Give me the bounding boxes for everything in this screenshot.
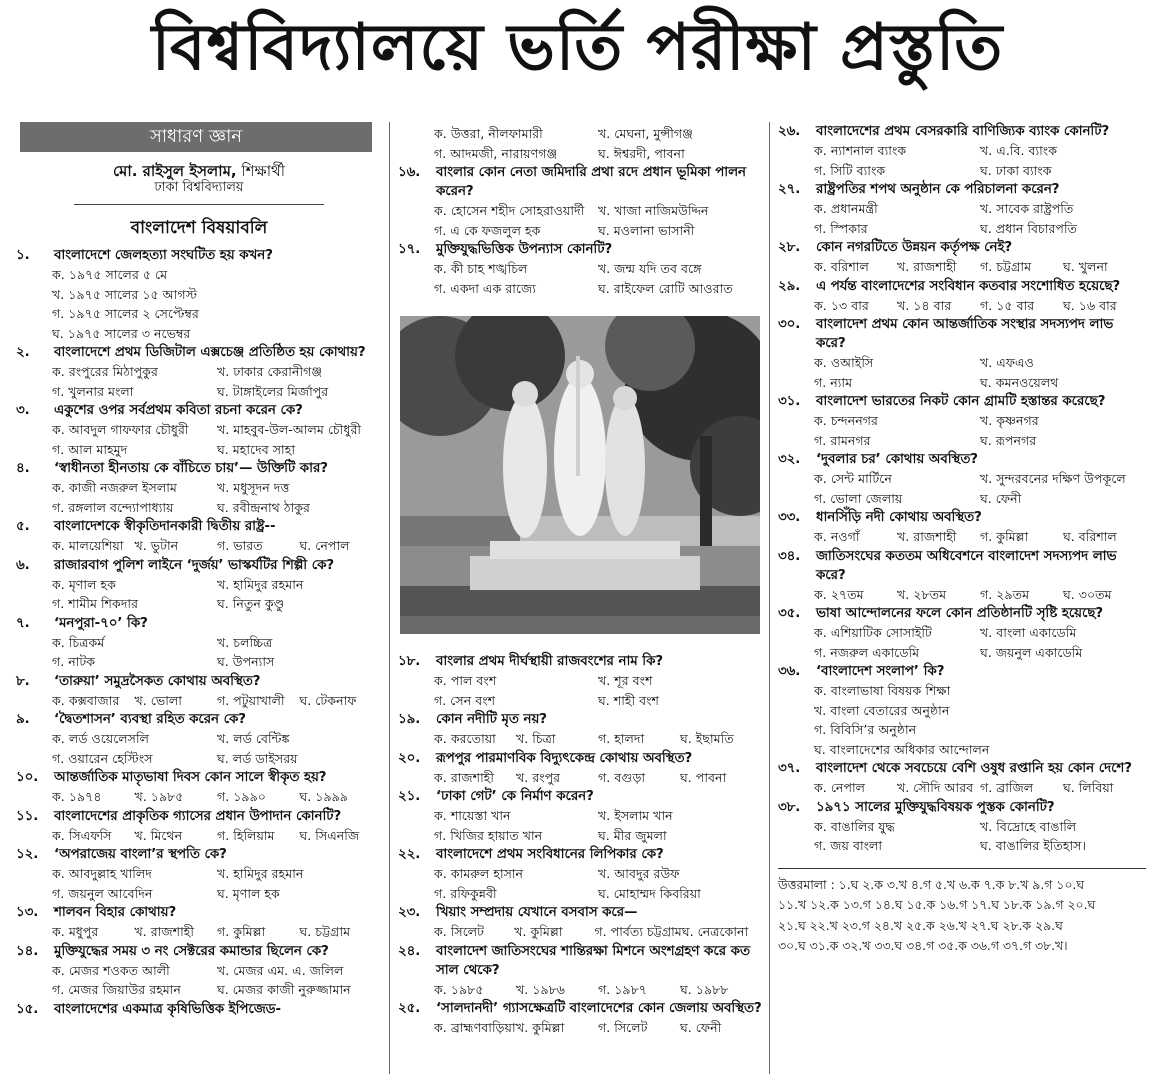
answer-option: গ. হিলিয়াম <box>217 827 275 843</box>
question-text: ‘স্বাধীনতা হীনতায় কে বাঁচিতে চায়’— উক্তিটি কার? <box>54 461 328 476</box>
answer-option: ক. নেপাল <box>814 780 866 795</box>
answer-option: গ. ১৫ বার <box>980 297 1035 313</box>
answer-option: খ. কৃষ্ণনগর <box>980 413 1039 428</box>
answer-option: গ. ব্রাজিল <box>980 780 1034 795</box>
question-number: ৩৮. <box>778 799 801 815</box>
question-number: ৯. <box>16 712 30 727</box>
answer-option: ক. কী চাহ শঙ্খচিল <box>434 261 528 276</box>
answer-option: ঘ. শাহী বংশ <box>598 692 659 708</box>
question-number: ৩৪. <box>778 548 801 564</box>
answer-option: খ. রাজশাহী <box>897 259 957 274</box>
question-number: ৩৫. <box>778 606 801 621</box>
answer-option: ক. মধুপুর <box>52 924 99 939</box>
question-text: বাংলাদেশ থেকে সবচেয়ে বেশি ওষুধ রপ্তানি হয় কোন দেশে? <box>816 761 1132 776</box>
answer-option: গ. নাটক <box>52 654 96 669</box>
author-role: শিক্ষার্থী <box>236 162 286 180</box>
answer-option: ঘ. খুলনা <box>1063 259 1108 274</box>
question-item <box>398 749 762 788</box>
question-text: বাংলাদেশে প্রথম ডিজিটাল এক্সচেঞ্জ প্রতিষ্ঠিত হয় কোথায়? <box>54 345 366 360</box>
question-number: ৩. <box>16 403 30 418</box>
answer-option: খ. হামিদুর রহমান <box>217 866 304 881</box>
question-number: ১২. <box>16 847 39 862</box>
question-text: কোন নগরটিতে উন্নয়ন কর্তৃপক্ষ নেই? <box>816 240 1013 255</box>
question-item <box>778 604 1146 662</box>
question-number: ১৩. <box>16 905 39 920</box>
answer-option: খ. ইসলাম খান <box>598 808 673 823</box>
question-number: ২. <box>16 345 30 360</box>
question-item <box>16 614 382 672</box>
question-number: ৪. <box>16 461 30 476</box>
answer-option: গ. ভোলা জেলায় <box>814 490 903 506</box>
answer-option: খ. ২৮তম <box>897 586 947 602</box>
answer-option: গ. সিটি ব্যাংক <box>814 162 886 178</box>
answer-option: ক. সিএফসি <box>52 827 112 843</box>
answer-option: খ. ১৯৮৫ <box>134 789 184 804</box>
divider <box>74 204 324 205</box>
answer-option: ঘ. নেত্রকোনা <box>681 924 749 939</box>
answer-option: ক. রাজশাহী <box>434 769 494 785</box>
answer-option: ঘ. বাঙালির ইতিহাস। <box>980 838 1086 853</box>
answer-option: গ. পটুয়াখালী <box>217 692 285 708</box>
question-item <box>778 315 1146 392</box>
answer-option: গ. ১৯৭৫ সালের ২ সেপ্টেম্বর <box>52 306 199 321</box>
answer-option: খ. মাহবুব-উল-আলম চৌধুরী <box>217 422 362 437</box>
question-text: ‘সালদানদী’ গ্যাসক্ষেত্রটি বাংলাদেশের কোন জেলায় অবস্থিত? <box>436 1001 762 1016</box>
question-number: ৩৩. <box>778 510 801 525</box>
question-item <box>16 1000 382 1019</box>
answer-option: ঘ. টাঙ্গাইলের মির্জাপুর <box>217 383 329 399</box>
answer-option: ক. শায়েস্তা খান <box>434 808 511 823</box>
answer-option: ক. মেজর শওকত আলী <box>52 962 170 978</box>
question-item <box>16 517 382 556</box>
question-text: ধানসিঁড়ি নদী কোথায় অবস্থিত? <box>816 510 982 525</box>
question-number: ১৫. <box>16 1001 39 1017</box>
answer-option: গ. কুমিল্লা <box>980 529 1029 544</box>
question-item <box>398 999 762 1038</box>
question-number: ১. <box>16 248 30 263</box>
answer-option: ক. রংপুরের মিঠাপুকুর <box>52 364 158 379</box>
answer-option: ঘ. রাইফেল রোটি আওরাত <box>598 280 733 296</box>
answer-option: খ. বিদ্রোহে বাঙালি <box>980 818 1077 834</box>
question-number: ২৯. <box>778 278 801 294</box>
answer-option: ক. সিলেট <box>434 924 485 939</box>
question-text: ‘অপরাজেয় বাংলা’র স্থপতি কে? <box>54 847 227 862</box>
question-text: বাংলাদেশে প্রথম সংবিধানের লিপিকার কে? <box>436 847 664 862</box>
answer-option: গ. নজরুল একাডেমি <box>814 644 920 660</box>
section-banner: সাধারণ জ্ঞান <box>20 122 372 152</box>
column-middle <box>398 124 762 1038</box>
answer-option: খ. ভোলা <box>134 692 182 708</box>
answer-option: গ. জয়নুল আবেদিন <box>52 885 153 901</box>
answer-option: ক. কামরুল হাসান <box>434 866 524 881</box>
answer-option: ঘ. মেজর কাজী নুরুজ্জামান <box>217 982 351 997</box>
question-item <box>16 556 382 614</box>
answer-option: গ. সেন বংশ <box>434 692 496 708</box>
answer-option: ক. ১৯৭৪ <box>52 789 102 804</box>
answer-option: ঘ. পাবনা <box>680 769 727 785</box>
question-item <box>398 652 762 710</box>
answer-option: খ. চলচ্চিত্র <box>217 634 273 650</box>
question-text: ‘ঢাকা গেট’ কে নির্মাণ করেন? <box>436 789 594 804</box>
answer-options-continued <box>398 124 762 163</box>
answer-option: ক. ব্রাহ্মণবাড়িয়া <box>434 1020 516 1035</box>
answer-option: ক. প্রধানমন্ত্রী <box>814 201 878 216</box>
page-title: বিশ্ববিদ্যালয়ে ভর্তি পরীক্ষা প্রস্তুতি <box>151 11 1004 85</box>
answer-option: গ. পার্বত্য চট্টগ্রাম <box>594 924 682 939</box>
answer-option: গ. বগুড়া <box>598 769 646 785</box>
question-text: বাংলাদেশ ভারতের নিকট কোন গ্রামটি হস্তান্তর করেছে? <box>816 394 1106 409</box>
question-text: কোন নদীটি মৃত নয়? <box>436 712 547 727</box>
question-text: বাংলাদেশের প্রথম বেসরকারি বাণিজ্যিক ব্যাংক কোনটি? <box>816 124 1110 139</box>
question-number: ৩০. <box>778 317 801 332</box>
answer-option: ক. করতোয়া <box>434 731 496 746</box>
answer-option: ক. পাল বংশ <box>434 673 497 688</box>
answer-option: ঘ. উপন্যাস <box>217 654 275 669</box>
question-item <box>778 238 1146 277</box>
monument-photo <box>400 316 760 634</box>
answer-option: গ. বিবিসি’র অনুষ্ঠান <box>814 722 917 737</box>
answer-option: ঘ. মহাদেব সাহা <box>217 441 295 457</box>
answer-key <box>778 868 1146 957</box>
answer-option: ঘ. লিবিয়া <box>1063 780 1114 795</box>
answer-option: গ. স্পিকার <box>814 220 868 236</box>
answer-option: খ. ১৪ বার <box>897 297 952 313</box>
question-item <box>16 401 382 459</box>
answer-option: গ. কুমিল্লা <box>217 924 266 939</box>
answer-option: ঘ. ১৯৭৫ সালের ৩ নভেম্বর <box>52 325 191 341</box>
answer-option: গ. এ কে ফজলুল হক <box>434 222 541 238</box>
author-name: মো. রাইসুল ইসলাম, <box>112 162 237 180</box>
question-item <box>16 343 382 401</box>
answer-option: ক. হোসেন শহীদ সোহরাওয়ার্দী <box>434 203 585 218</box>
question-text: বাংলাদেশে জেলহত্যা সংঘটিত হয় কখন? <box>54 248 273 263</box>
answer-option: খ. এফএও <box>980 355 1034 370</box>
answer-option: খ. ১৯৭৫ সালের ১৫ আগস্ট <box>52 286 198 302</box>
question-text: ‘দুবলার চর’ কোথায় অবস্থিত? <box>816 452 979 467</box>
answer-option: ক. বাঙালির যুদ্ধ <box>814 818 895 834</box>
question-number: ২১. <box>398 789 421 804</box>
answer-option: খ. বাংলা একাডেমি <box>980 625 1077 640</box>
question-item <box>16 942 382 1000</box>
answer-option: গ. চট্টগ্রাম <box>980 259 1032 274</box>
question-number: ৩২. <box>778 452 801 467</box>
answer-option: ঘ. ঈশ্বরদী, পাবনা <box>598 145 685 161</box>
question-item <box>778 392 1146 450</box>
question-item <box>778 798 1146 856</box>
question-item <box>16 672 382 711</box>
answer-option: ক. মালয়েশিয়া <box>52 538 124 553</box>
question-text: ‘তারুয়া’ সমুদ্রসৈকত কোথায় অবস্থিত? <box>54 673 261 689</box>
answer-option: গ. খুলনার মংলা <box>52 383 134 399</box>
answer-option: ক. কক্সবাজার <box>52 692 120 708</box>
question-number: ৩৭. <box>778 761 801 776</box>
question-item <box>16 845 382 903</box>
question-text: ভাষা আন্দোলনের ফলে কোন প্রতিষ্ঠানটি সৃষ্টি হয়েছে? <box>816 606 1104 621</box>
question-item <box>16 246 382 343</box>
answer-option: ঘ. ১৯৯৯ <box>299 789 348 804</box>
question-text: জাতিসংঘের কততম অধিবেশনে বাংলাদেশ সদস্যপদ লাভ করে? <box>816 548 1117 583</box>
answer-key-line: ২১.ঘ ২২.খ ২৩.গ ২৪.খ ২৫.ক ২৬.খ ২৭.ঘ ২৮.ক ২৯.ঘ <box>778 917 1063 933</box>
answer-option: গ. রামনগর <box>814 432 871 448</box>
answer-option: গ. ১৯৯০ <box>217 789 266 804</box>
question-number: ১৪. <box>16 943 39 959</box>
answer-option: ক. ১৯৭৫ সালের ৫ মে <box>52 267 168 282</box>
question-text: শালবন বিহার কোথায়? <box>54 905 177 920</box>
answer-option: খ. এ.বি. ব্যাংক <box>980 143 1058 158</box>
answer-option: গ. ওয়ারেন হেস্টিংস <box>52 750 153 766</box>
answer-option: ঘ. ঢাকা ব্যাংক <box>980 162 1052 178</box>
question-item <box>398 942 762 1000</box>
answer-option: ঘ. নেপাল <box>299 538 350 553</box>
question-text: একুশের ওপর সর্বপ্রথম কবিতা রচনা করেন কে? <box>54 403 303 418</box>
question-item <box>398 240 762 298</box>
answer-key-line: উত্তরমালা : ১.ঘ ২.ক ৩.খ ৪.গ ৫.খ ৬.ক ৭.ক ৮.খ ৯.গ ১০.ঘ <box>778 876 1085 892</box>
answer-option: খ. রংপুর <box>516 769 561 785</box>
question-number: ১৬. <box>398 165 421 180</box>
answer-option: খ. খাজা নাজিমউদ্দিন <box>598 203 709 218</box>
answer-option: খ. হামিদুর রহমান <box>217 576 304 592</box>
question-text: খিয়াং সম্প্রদায় যেখানে বসবাস করে— <box>436 905 638 920</box>
answer-option: গ. ১৯৮৭ <box>598 981 647 997</box>
answer-option: খ. চিত্রা <box>516 731 556 746</box>
answer-option: ঘ. জয়নুল একাডেমি <box>980 644 1083 660</box>
answer-option: ঘ. সিএনজি <box>299 827 360 843</box>
column-divider <box>769 122 770 1074</box>
answer-option: ক. ২৭তম <box>814 586 864 602</box>
answer-option: ক. কাজী নজরুল ইসলাম <box>52 480 177 495</box>
question-item <box>778 508 1146 547</box>
question-number: ২৪. <box>398 943 421 959</box>
question-number: ৮. <box>16 673 30 689</box>
question-number: ২৮. <box>778 240 801 255</box>
question-text: মুক্তিযুদ্ধভিত্তিক উপন্যাস কোনটি? <box>436 242 613 257</box>
question-number: ২৩. <box>398 905 421 920</box>
question-list <box>398 652 762 1038</box>
question-item <box>398 710 762 749</box>
question-item <box>778 277 1146 316</box>
answer-option: ঘ. রবীন্দ্রনাথ ঠাকুর <box>217 499 310 515</box>
answer-option: খ. কুমিল্লা <box>514 924 563 939</box>
answer-option: ঘ. ফেনী <box>680 1020 722 1035</box>
answer-option: গ. আল মাহমুদ <box>52 441 128 457</box>
answer-option: ক. মৃণাল হক <box>52 576 116 592</box>
answer-option: ঘ. প্রধান বিচারপতি <box>980 220 1078 236</box>
answer-option: ক. বরিশাল <box>814 259 869 274</box>
question-text: রাষ্ট্রপতির শপথ অনুষ্ঠান কে পরিচালনা করেন? <box>816 182 1060 197</box>
question-text: বাংলার প্রথম দীর্ঘস্থায়ী রাজবংশের নাম কি? <box>436 654 664 669</box>
answer-option: ক. বাংলাভাষা বিষয়ক শিক্ষা <box>814 683 951 698</box>
question-item <box>778 547 1146 605</box>
answer-option: গ. জয় বাংলা <box>814 838 883 853</box>
question-text: এ পর্যন্ত বাংলাদেশের সংবিধান কতবার সংশোধিত হয়েছে? <box>816 278 1121 294</box>
answer-option: ঘ. নিতুন কুণ্ডু <box>217 596 285 611</box>
question-text: রাজারবাগ পুলিশ লাইনে ‘দুর্জয়’ ভাস্কর্যটির শিল্পী কে? <box>54 557 335 573</box>
answer-option: খ. মেজর এম. এ. জলিল <box>217 962 344 978</box>
question-list <box>398 124 762 298</box>
answer-option: খ. রাজশাহী <box>897 529 957 544</box>
answer-option: খ. শূর বংশ <box>598 673 653 688</box>
question-list <box>16 246 382 1019</box>
answer-option: খ. কুমিল্লা <box>516 1020 565 1035</box>
question-number: ৩১. <box>778 394 801 409</box>
question-list <box>778 122 1146 856</box>
answer-option: খ. মেঘনা, মুন্সীগঞ্জ <box>598 126 693 141</box>
answer-option: ঘ. ফেনী <box>980 490 1022 506</box>
answer-option: ঘ. মৃণাল হক <box>217 885 280 901</box>
answer-option: গ. খিজির হায়াত খান <box>434 827 543 843</box>
answer-option: ঘ. ইছামতি <box>680 731 734 746</box>
question-text: বাংলাদেশের প্রাকৃতিক গ্যাসের প্রধান উপাদান কোনটি? <box>54 808 342 824</box>
question-number: ২৭. <box>778 182 801 197</box>
sculpture-photo-illustration <box>400 316 760 634</box>
question-item <box>778 122 1146 180</box>
question-item <box>398 787 762 845</box>
question-number: ১৯. <box>398 712 421 727</box>
answer-option: ক. এশিয়াটিক সোসাইটি <box>814 625 932 640</box>
answer-option: গ. সিলেট <box>598 1020 648 1035</box>
answer-option: খ. বাংলা বেতারের অনুষ্ঠান <box>814 702 950 718</box>
answer-option: খ. সাবেক রাষ্ট্রপতি <box>980 201 1074 216</box>
question-text: ‘মনপুরা-৭০’ কি? <box>54 615 148 631</box>
question-item <box>778 662 1146 759</box>
answer-option: খ. সুন্দরবনের দক্ষিণ উপকূলে <box>980 471 1126 486</box>
question-number: ৩৬. <box>778 664 801 679</box>
answer-option: ক. আবদুল্লাহ খালিদ <box>52 866 152 881</box>
answer-option: খ. ১৯৮৬ <box>516 981 565 997</box>
answer-key-line: ১১.খ ১২.ক ১৩.গ ১৪.ঘ ১৫.ক ১৬.গ ১৭.ঘ ১৮.ক ১৯.গ ২০.ঘ <box>778 897 1096 912</box>
answer-option: গ. রঙ্গলাল বন্দ্যোপাধ্যায় <box>52 499 174 515</box>
answer-option: ঘ. কমনওয়েলথ <box>980 374 1059 390</box>
answer-option: ঘ. রূপনগর <box>980 432 1037 448</box>
question-item <box>16 768 382 807</box>
answer-option: ক. নওগাঁ <box>814 529 860 544</box>
answer-option: খ. জন্ম যদি তব বঙ্গে <box>598 261 702 276</box>
question-item <box>16 710 382 768</box>
question-item <box>398 845 762 903</box>
answer-option: ক. ১৩ বার <box>814 297 869 313</box>
question-text: বাংলাদেশ জাতিসংঘের শান্তিরক্ষা মিশনে অংশগ্রহণ করে কত সাল থেকে? <box>436 943 750 978</box>
question-text: আন্তর্জাতিক মাতৃভাষা দিবস কোন সালে স্বীকৃত হয়? <box>54 770 327 785</box>
question-text: রূপপুর পারমাণবিক বিদ্যুৎকেন্দ্র কোথায় অবস্থিত? <box>436 750 693 766</box>
answer-option: ঘ. টেকনাফ <box>299 692 357 708</box>
answer-option: খ. মিথেন <box>134 827 183 843</box>
answer-option: ক. ১৯৮৫ <box>434 981 484 997</box>
answer-option: ঘ. মওলানা ভাসানী <box>598 222 695 238</box>
answer-key-line: ৩০.ঘ ৩১.ক ৩২.খ ৩৩.ঘ ৩৪.গ ৩৫.ক ৩৬.গ ৩৭.গ ৩৮.খ। <box>778 938 1068 953</box>
subject-heading: বাংলাদেশ বিষয়াবলি <box>130 218 268 238</box>
question-number: ১০. <box>16 770 39 785</box>
question-number: ১১. <box>16 808 39 824</box>
column-divider <box>389 122 390 1074</box>
column-left <box>16 122 382 1019</box>
question-number: ২৫. <box>398 1001 421 1016</box>
answer-option: ক. লর্ড ওয়েলেসলি <box>52 731 149 746</box>
answer-option: ঘ. লর্ড ডাইসরয় <box>217 750 298 766</box>
answer-option: গ. একদা এক রাজ্যে <box>434 280 536 296</box>
answer-option: ঘ. ১৯৮৮ <box>680 981 729 997</box>
question-number: ১৭. <box>398 242 421 257</box>
question-item <box>778 450 1146 508</box>
answer-option: ঘ. মোহাম্মদ কিবরিয়া <box>598 885 701 901</box>
question-item <box>778 759 1146 798</box>
answer-option: ক. সেন্ট মার্টিনে <box>814 471 892 486</box>
answer-option: খ. মধুসূদন দত্ত <box>217 480 290 495</box>
answer-option: ক. আবদুল গাফফার চৌধুরী <box>52 422 189 437</box>
question-text: মুক্তিযুদ্ধের সময় ৩ নং সেক্টরের কমান্ডার ছিলেন কে? <box>54 943 329 959</box>
answer-option: ক. চিত্রকর্ম <box>52 634 105 650</box>
answer-option: ক. চন্দননগর <box>814 413 878 428</box>
column-right <box>778 122 1146 957</box>
question-number: ১৮. <box>398 654 421 669</box>
answer-option: খ. সৌদি আরব <box>897 780 974 795</box>
question-item <box>16 459 382 517</box>
question-number: ২৬. <box>778 124 801 139</box>
answer-option: ঘ. ১৬ বার <box>1063 297 1117 313</box>
answer-option: ঘ. বরিশাল <box>1063 529 1117 544</box>
answer-option: খ. ঢাকার কেরানীগঞ্জ <box>217 364 323 379</box>
answer-option: গ. হালদা <box>598 731 645 746</box>
question-number: ২২. <box>398 847 421 862</box>
author-byline <box>16 162 382 180</box>
answer-option: খ. লর্ড বেন্টিঙ্ক <box>217 731 290 746</box>
answer-option: ক. উত্তরা, নীলফামারী <box>434 126 543 141</box>
answer-option: গ. ২৯তম <box>980 586 1030 602</box>
answer-option: ক. ওআইসি <box>814 355 874 370</box>
question-item <box>398 903 762 942</box>
question-number: ৫. <box>16 519 30 534</box>
answer-option: ঘ. বাংলাদেশের অধিকার আন্দোলন <box>814 741 990 757</box>
answer-option: গ. মেজর জিয়াউর রহমান <box>52 982 181 997</box>
question-number: ৬. <box>16 557 30 573</box>
question-item <box>16 807 382 846</box>
answer-option: ক. ন্যাশনাল ব্যাংক <box>814 143 907 158</box>
answer-option: ঘ. মীর জুমলা <box>598 827 667 843</box>
question-number: ২০. <box>398 750 421 766</box>
answer-option: খ. ভুটান <box>134 538 179 553</box>
answer-option: খ. রাজশাহী <box>134 924 194 939</box>
answer-option: ঘ. ৩০তম <box>1063 586 1112 602</box>
answer-option: গ. ভারত <box>217 538 263 553</box>
answer-option: ঘ. চট্টগ্রাম <box>299 924 351 939</box>
question-item <box>778 180 1146 238</box>
author-department: ঢাকা বিশ্ববিদ্যালয় <box>154 180 244 195</box>
answer-option: খ. আবদুর রউফ <box>598 866 680 881</box>
answer-option: গ. আদমজী, নারায়ণগঞ্জ <box>434 145 558 161</box>
question-text: বাংলাদেশ প্রথম কোন আন্তর্জাতিক সংস্থার সদস্যপদ লাভ করে? <box>816 317 1114 351</box>
answer-option: গ. ন্যাম <box>814 374 853 390</box>
question-text: ১৯৭১ সালের মুক্তিযুদ্ধবিষয়ক পুস্তক কোনটি? <box>816 799 1055 815</box>
question-text: বাংলাদেশের একমাত্র কৃষিভিত্তিক ইপিজেড- <box>54 1001 281 1017</box>
question-text: ‘বাংলাদেশ সংলাপ’ কি? <box>816 664 945 679</box>
question-item <box>398 163 762 240</box>
question-text: বাংলার কোন নেতা জমিদারি প্রথা রদে প্রধান ভূমিকা পালন করেন? <box>436 165 746 199</box>
question-number: ৭. <box>16 615 30 631</box>
question-text: বাংলাদেশকে স্বীকৃতিদানকারী দ্বিতীয় রাষ্ট্র-- <box>54 519 276 534</box>
question-item <box>16 903 382 942</box>
question-text: ‘দ্বৈতশাসন’ ব্যবস্থা রহিত করেন কে? <box>54 712 247 727</box>
answer-option: গ. রফিকুন্নবী <box>434 885 497 901</box>
answer-option: গ. শামীম শিকদার <box>52 596 139 611</box>
